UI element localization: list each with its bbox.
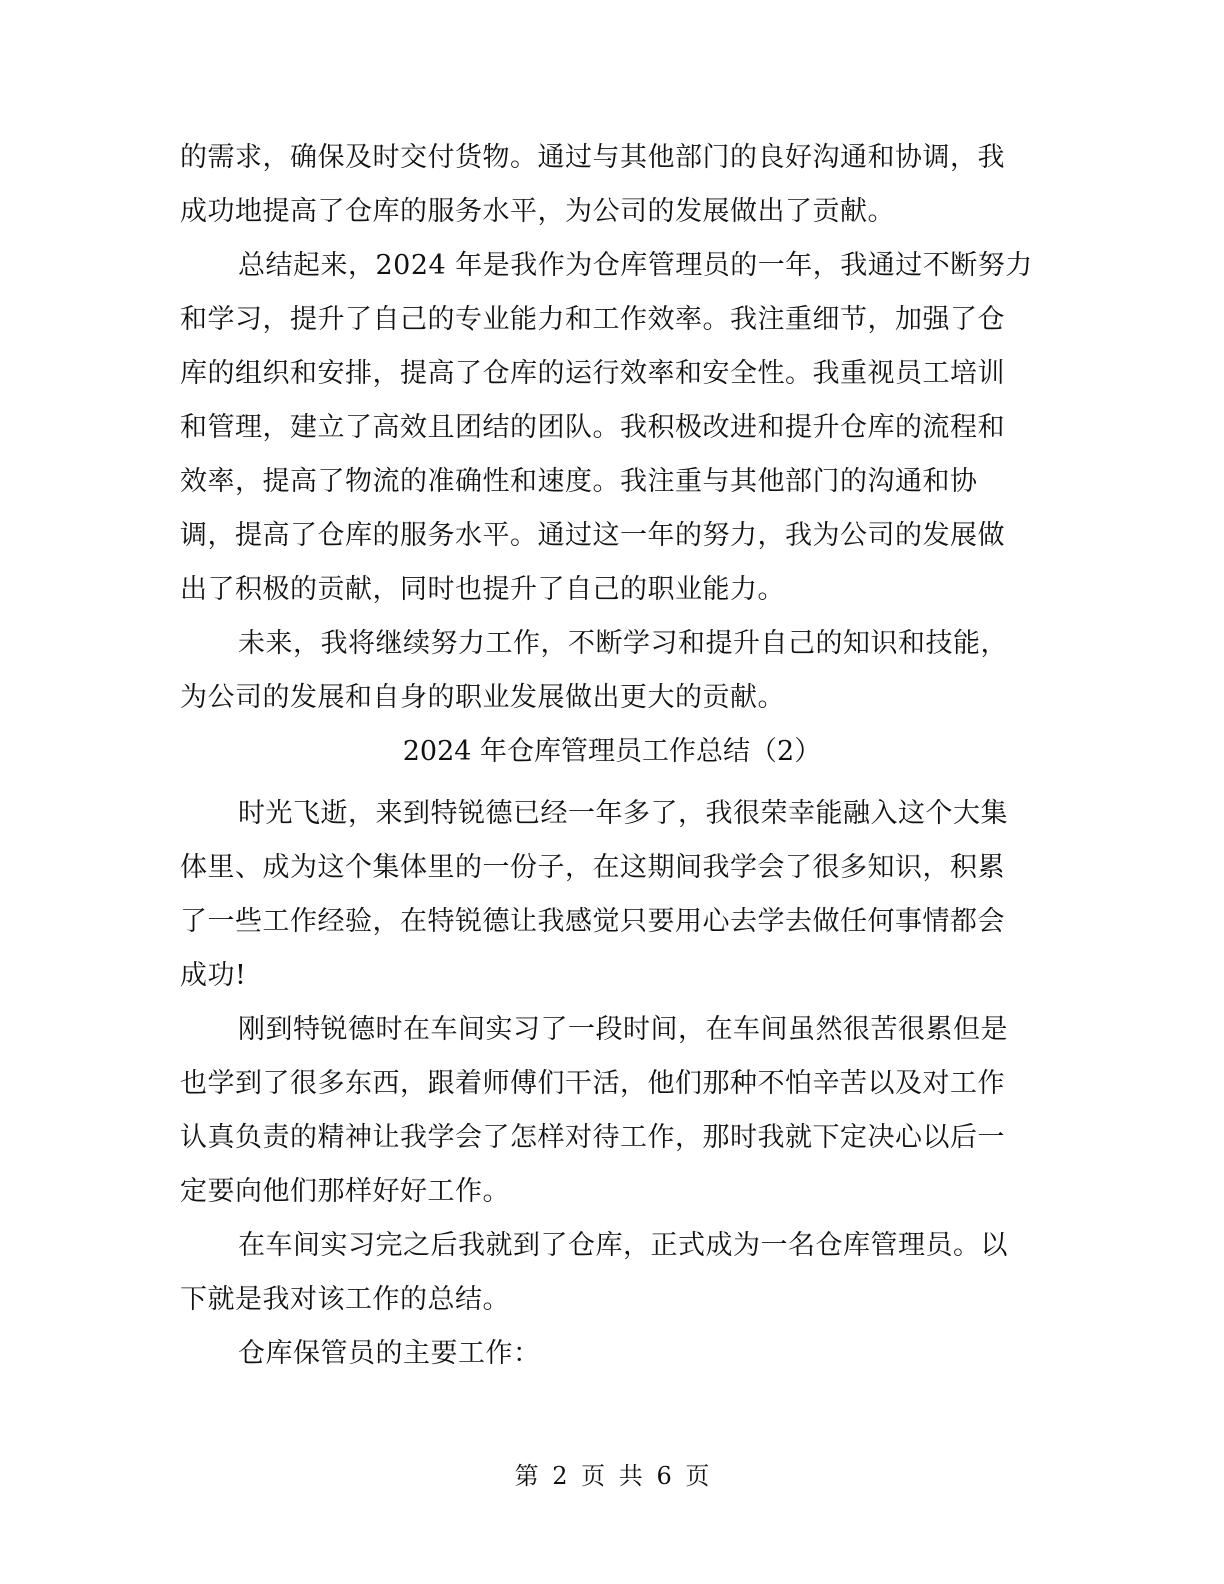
body-text-line: 也学到了很多东西，跟着师傅们干活，他们那种不怕辛苦以及对工作 (180, 1068, 1005, 1099)
body-text-line: 未来，我将继续努力工作，不断学习和提升自己的知识和技能， (238, 628, 1008, 659)
body-text-line: 定要向他们那样好好工作。 (180, 1176, 510, 1207)
body-text-line: 为公司的发展和自身的职业发展做出更大的贡献。 (180, 682, 785, 713)
body-text-line: 时光飞逝，来到特锐德已经一年多了，我很荣幸能融入这个大集 (238, 798, 1008, 829)
body-text-line: 调，提高了仓库的服务水平。通过这一年的努力，我为公司的发展做 (180, 520, 1005, 551)
body-text-line: 成功! (180, 960, 247, 991)
body-text-line: 和学习，提升了自己的专业能力和工作效率。我注重细节，加强了仓 (180, 304, 1005, 335)
body-text-line: 在车间实习完之后我就到了仓库，正式成为一名仓库管理员。以 (238, 1230, 1008, 1261)
body-text-line: 效率，提高了物流的准确性和速度。我注重与其他部门的沟通和协 (180, 466, 978, 497)
body-text-line: 的需求，确保及时交付货物。通过与其他部门的良好沟通和协调，我 (180, 142, 1005, 173)
section-title: 2024 年仓库管理员工作总结（2） (402, 736, 822, 767)
body-text-line: 刚到特锐德时在车间实习了一段时间，在车间虽然很苦很累但是 (238, 1014, 1008, 1045)
body-text-line: 和管理，建立了高效且团结的团队。我积极改进和提升仓库的流程和 (180, 412, 1005, 443)
body-text-line: 体里、成为这个集体里的一份子，在这期间我学会了很多知识，积累 (180, 852, 1005, 883)
body-text-line: 出了积极的贡献，同时也提升了自己的职业能力。 (180, 574, 785, 605)
body-text-line: 成功地提高了仓库的服务水平，为公司的发展做出了贡献。 (180, 196, 895, 227)
body-text-line: 总结起来，2024 年是我作为仓库管理员的一年，我通过不断努力 (238, 250, 1033, 281)
body-text-line: 下就是我对该工作的总结。 (180, 1284, 510, 1315)
body-text-line: 仓库保管员的主要工作： (238, 1338, 541, 1369)
body-text-line: 库的组织和安排，提高了仓库的运行效率和安全性。我重视员工培训 (180, 358, 1005, 389)
body-text-line: 了一些工作经验，在特锐德让我感觉只要用心去学去做任何事情都会 (180, 906, 1005, 937)
body-text-line: 认真负责的精神让我学会了怎样对待工作，那时我就下定决心以后一 (180, 1122, 1005, 1153)
page-number-footer: 第 2 页 共 6 页 (514, 1462, 710, 1490)
